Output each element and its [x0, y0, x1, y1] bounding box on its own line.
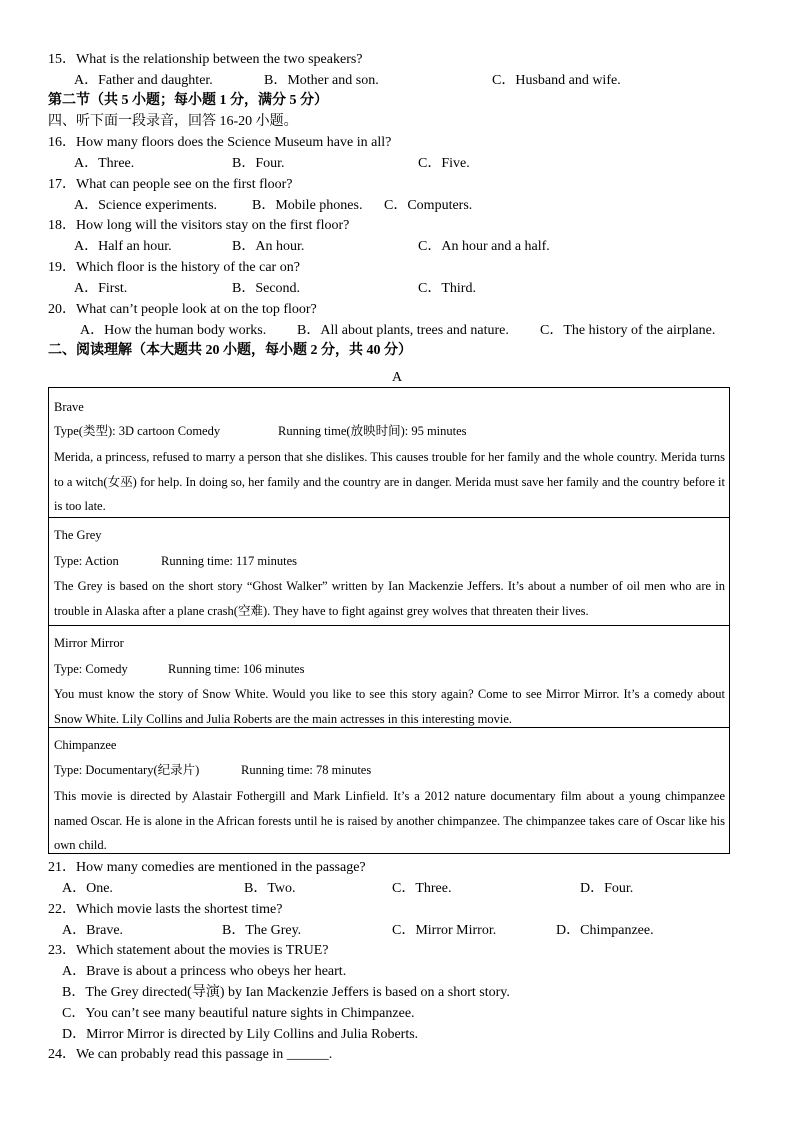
question-22-option-d: D．Chimpanzee. [556, 923, 654, 938]
part-4-intro: 四、听下面一段录音，回答 16-20 小题。 [48, 114, 298, 129]
question-17-option-b: B．Mobile phones. [252, 198, 363, 213]
question-18-stem: 18．How long will the visitors stay on the first floor? [48, 218, 350, 233]
movie-type: Type: Documentary(纪录片) [54, 763, 200, 777]
movie-description: The Grey is based on the short story “Ghost Walker” written by Ian Mackenzie Jeffers. It’s about a number of oil men who are in trouble in Alaska after a plane crash(空难). They have to fight against grey wolves that threaten their lives. [54, 579, 725, 618]
question-17-option-c: C．Computers. [384, 198, 473, 213]
passage-label: A [392, 370, 403, 385]
question-20-option-a: A．How the human body works. [80, 323, 267, 338]
question-15-option-a: A．Father and daughter. [74, 73, 213, 88]
question-19-option-b: B．Second. [232, 281, 301, 296]
question-22-option-b: B．The Grey. [222, 923, 302, 938]
question-22-option-a: A．Brave. [62, 923, 124, 938]
question-19-stem: 19．Which floor is the history of the car on? [48, 260, 300, 275]
movie-running-time: Running time: 78 minutes [241, 763, 372, 777]
movie-running-time: Running time: 117 minutes [161, 554, 297, 568]
question-24-stem: 24．We can probably read this passage in ______. [48, 1047, 333, 1062]
question-16-option-b: B．Four. [232, 156, 285, 171]
movie-title: Brave [54, 400, 84, 414]
question-20-option-c: C．The history of the airplane. [540, 323, 716, 338]
question-17-stem: 17．What can people see on the first floor? [48, 177, 293, 192]
question-21-option-c: C．Three. [392, 881, 452, 896]
movie-description: This movie is directed by Alastair Fothergill and Mark Linfield. It’s a 2012 nature documentary film about a young chimpanzee named Oscar. He is alone in the African forests until he is raised by another chimpanzee. The chimpanzee takes care of Oscar like his own child. [54, 789, 725, 852]
question-20-option-b: B．All about plants, trees and nature. [297, 323, 509, 338]
question-15-option-b: B．Mother and son. [264, 73, 379, 88]
question-15-option-c: C．Husband and wife. [492, 73, 621, 88]
question-21-option-b: B．Two. [244, 881, 296, 896]
movie-listing-table [48, 387, 730, 854]
movie-entry-the-grey [49, 517, 729, 625]
question-18-option-c: C．An hour and a half. [418, 239, 550, 254]
movie-type: Type: Action [54, 554, 119, 568]
question-18-option-b: B．An hour. [232, 239, 305, 254]
movie-running-time: Running time: 106 minutes [168, 662, 305, 676]
question-20-stem: 20．What can’t people look at on the top floor? [48, 302, 317, 317]
movie-entry-mirror-mirror [49, 625, 729, 727]
question-18-option-a: A．Half an hour. [74, 239, 172, 254]
question-21-stem: 21．How many comedies are mentioned in the passage? [48, 860, 366, 875]
movie-title: The Grey [54, 528, 102, 542]
reading-comprehension-heading: 二、阅读理解（本大题共 20 小题，每小题 2 分，共 40 分） [48, 343, 412, 358]
question-23-option-d: D．Mirror Mirror is directed by Lily Collins and Julia Roberts. [62, 1027, 419, 1042]
movie-entry-brave [49, 388, 729, 517]
question-23-option-b: B．The Grey directed(导演) by Ian Mackenzie Jeffers is based on a short story. [62, 985, 510, 1000]
movie-type: Type(类型): 3D cartoon Comedy [54, 424, 221, 438]
movie-title: Mirror Mirror [54, 636, 124, 650]
question-22-stem: 22．Which movie lasts the shortest time? [48, 902, 283, 917]
question-23-option-c: C．You can’t see many beautiful nature sights in Chimpanzee. [62, 1006, 415, 1021]
question-21-option-d: D．Four. [580, 881, 634, 896]
question-22-option-c: C．Mirror Mirror. [392, 923, 497, 938]
movie-entry-chimpanzee [49, 727, 729, 854]
movie-title: Chimpanzee [54, 738, 117, 752]
question-23-option-a: A．Brave is about a princess who obeys her heart. [62, 964, 347, 979]
question-19-option-a: A．First. [74, 281, 128, 296]
movie-type: Type: Comedy [54, 662, 128, 676]
question-19-option-c: C．Third. [418, 281, 476, 296]
movie-running-time: Running time(放映时间): 95 minutes [278, 424, 467, 438]
movie-description: You must know the story of Snow White. Would you like to see this story again? Come to see Mirror Mirror. It’s a comedy about Snow White. Lily Collins and Julia Roberts are the main actresses in this interesting movie. [54, 687, 725, 726]
question-15-stem: 15．What is the relationship between the two speakers? [48, 52, 363, 67]
section-2-heading: 第二节（共 5 小题；每小题 1 分，满分 5 分） [48, 93, 328, 108]
question-16-option-c: C．Five. [418, 156, 470, 171]
question-17-option-a: A．Science experiments. [74, 198, 218, 213]
movie-description: Merida, a princess, refused to marry a person that she dislikes. This causes trouble for her family and the whole country. Merida turns to a witch(女巫) for help. In doing so, her family and the country are in danger. Merida must save her family and the country before it is too late. [54, 450, 725, 513]
question-23-stem: 23．Which statement about the movies is TRUE? [48, 943, 329, 958]
question-21-option-a: A．One. [62, 881, 113, 896]
question-16-stem: 16．How many floors does the Science Museum have in all? [48, 135, 392, 150]
question-16-option-a: A．Three. [74, 156, 135, 171]
